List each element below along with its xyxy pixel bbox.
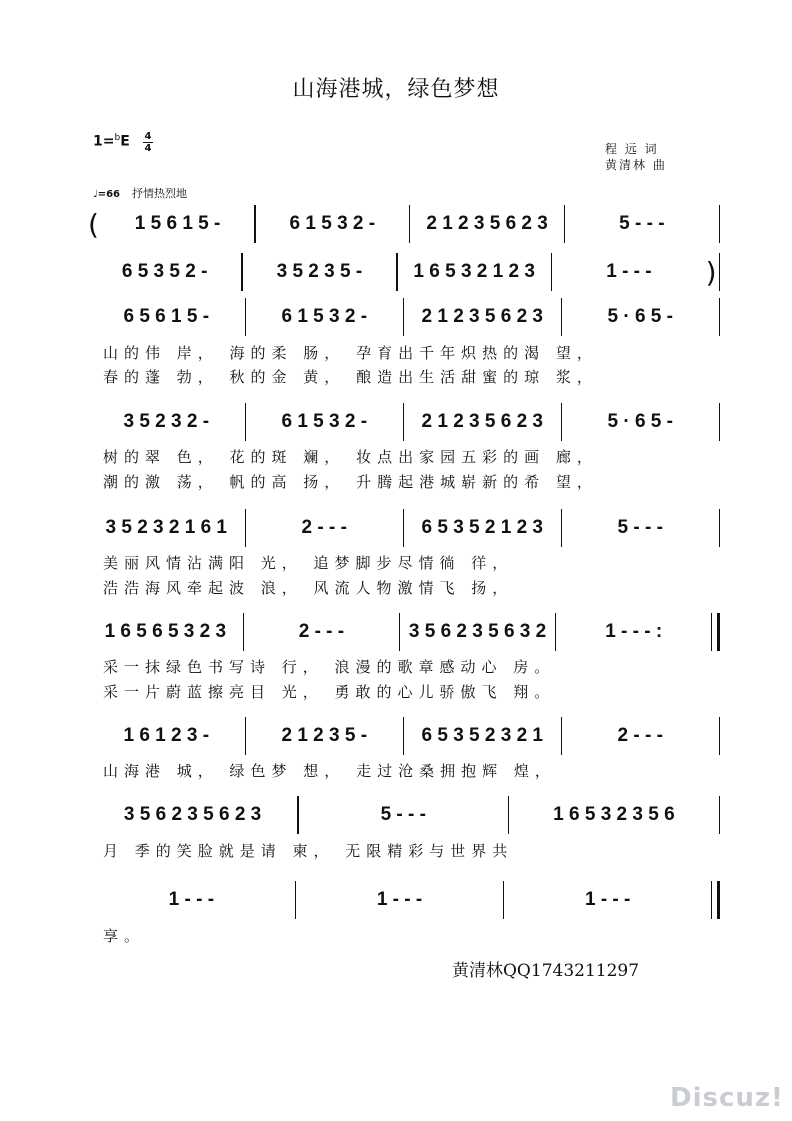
key-signature bbox=[93, 133, 130, 150]
notation-row bbox=[88, 250, 720, 294]
notation-row bbox=[88, 400, 720, 444]
lyric-line: 山的伟 岸， 海的柔 肠， 孕育出千年炽热的渴 望， bbox=[103, 344, 598, 362]
measure: 1 6 1 2 3 - bbox=[123, 725, 210, 746]
measure-group bbox=[88, 878, 720, 922]
time-bottom: 4 bbox=[144, 143, 152, 154]
measure: 5 · 6 5 - bbox=[607, 306, 673, 327]
measure: 5 - - - bbox=[380, 804, 426, 825]
measure: 1 5 6 1 5 - bbox=[134, 213, 221, 234]
bar-line bbox=[719, 403, 721, 441]
measure: 2 - - - bbox=[617, 725, 663, 746]
bar-line bbox=[719, 796, 721, 834]
measure: 5 - - - bbox=[619, 213, 665, 234]
measure-group bbox=[88, 250, 720, 294]
notation-row bbox=[88, 878, 720, 922]
lyric-line: 采一抹绿色书写诗 行， 浪漫的歌章感动心 房。 bbox=[103, 658, 556, 676]
lyric-line: 山海港 城， 绿色梦 想， 走过沧桑拥抱辉 煌， bbox=[103, 762, 556, 780]
measure: 6 5 3 5 2 - bbox=[121, 261, 208, 282]
measure-group bbox=[88, 506, 720, 550]
tempo-marking bbox=[93, 185, 187, 201]
measure: 2 1 2 3 5 - bbox=[281, 725, 368, 746]
time-top: 4 bbox=[144, 131, 152, 142]
bar-line bbox=[719, 205, 721, 243]
bar-line bbox=[719, 253, 721, 291]
lyric-line: 月 季的笑脸就是请 柬， 无限精彩与世界共 bbox=[103, 842, 514, 860]
notation-row bbox=[88, 793, 720, 837]
discuz-watermark: Discuz! bbox=[670, 1083, 784, 1113]
bar-line bbox=[711, 613, 720, 651]
measure-group bbox=[88, 610, 720, 654]
measure: 3 5 2 3 2 - bbox=[123, 411, 210, 432]
measure: 5 · 6 5 - bbox=[607, 411, 673, 432]
lyric-line: 采一片蔚蓝擦亮目 光， 勇敢的心儿骄傲飞 翔。 bbox=[103, 683, 556, 701]
measure: 2 1 2 3 5 6 2 3 bbox=[421, 306, 543, 327]
measure: 2 - - - bbox=[301, 517, 347, 538]
repeat-open-paren: ( bbox=[88, 207, 99, 241]
measure: 1 - - - bbox=[606, 261, 652, 282]
lyric-line: 浩浩海风牵起波 浪， 风流人物激情飞 扬， bbox=[103, 579, 514, 597]
bar-line bbox=[719, 717, 721, 755]
measure: 6 1 5 3 2 - bbox=[281, 306, 368, 327]
measure: 1 - - - : bbox=[605, 621, 663, 642]
key-label: 1= bbox=[93, 133, 115, 150]
author-signature: 黄清林QQ1743211297 bbox=[452, 961, 640, 981]
composer-credit: 黄清林 曲 bbox=[605, 158, 667, 172]
measure: 2 1 2 3 5 6 2 3 bbox=[421, 411, 543, 432]
flat-sign: b bbox=[114, 133, 121, 143]
bar-line bbox=[719, 509, 721, 547]
song-title: 山海港城，绿色梦想 bbox=[292, 77, 500, 102]
repeat-close-paren: ) bbox=[705, 255, 717, 289]
measure-group bbox=[88, 295, 720, 339]
measure-group bbox=[88, 714, 720, 758]
measure: 6 1 5 3 2 - bbox=[281, 411, 368, 432]
key-note: E bbox=[120, 133, 130, 150]
measure: 2 1 2 3 5 6 2 3 bbox=[426, 213, 548, 234]
measure: 5 - - - bbox=[617, 517, 663, 538]
measure: 6 1 5 3 2 - bbox=[289, 213, 376, 234]
expression-text: 抒情热烈地 bbox=[132, 187, 188, 200]
notation-row bbox=[88, 295, 720, 339]
measure: 1 6 5 6 5 3 2 3 bbox=[104, 621, 227, 642]
measure: 1 - - - bbox=[376, 889, 423, 910]
measure: 6 5 6 1 5 - bbox=[123, 306, 210, 327]
measure: 6 5 3 5 2 3 2 1 bbox=[421, 725, 543, 746]
measure: 1 6 5 3 2 1 2 3 bbox=[413, 261, 535, 282]
measure-group bbox=[88, 202, 720, 246]
measure: 3 5 6 2 3 5 6 2 3 bbox=[123, 804, 262, 825]
measure: 3 5 2 3 5 - bbox=[276, 261, 363, 282]
lyric-line: 享。 bbox=[103, 927, 146, 945]
notation-row bbox=[88, 202, 720, 246]
measure: 1 6 5 3 2 3 5 6 bbox=[553, 804, 675, 825]
lyric-line: 树的翠 色， 花的斑 斓， 妆点出家园五彩的画 廊， bbox=[103, 448, 598, 466]
measure: 2 - - - bbox=[298, 621, 345, 642]
notation-row bbox=[88, 714, 720, 758]
measure: 3 5 2 3 2 1 6 1 bbox=[105, 517, 227, 538]
measure: 3 5 6 2 3 5 6 3 2 bbox=[408, 621, 547, 642]
measure-group bbox=[88, 793, 720, 837]
lyric-line: 潮的激 荡， 帆的高 扬， 升腾起港城崭新的希 望， bbox=[103, 473, 598, 491]
notation-row bbox=[88, 610, 720, 654]
lyricist-credit: 程 远 词 bbox=[605, 142, 659, 156]
measure-group bbox=[88, 400, 720, 444]
bar-line bbox=[719, 298, 721, 336]
lyric-line: 美丽风情沾满阳 光， 追梦脚步尽情徜 徉， bbox=[103, 554, 514, 572]
lyric-line: 春的蓬 勃， 秋的金 黄， 酿造出生活甜蜜的琼 浆， bbox=[103, 368, 598, 386]
tempo-bpm: ♩=66 bbox=[93, 189, 121, 200]
bar-line bbox=[711, 881, 720, 919]
notation-row bbox=[88, 506, 720, 550]
measure: 1 - - - bbox=[584, 889, 631, 910]
measure: 6 5 3 5 2 1 2 3 bbox=[421, 517, 543, 538]
measure: 1 - - - bbox=[168, 889, 215, 910]
time-signature bbox=[143, 131, 153, 154]
